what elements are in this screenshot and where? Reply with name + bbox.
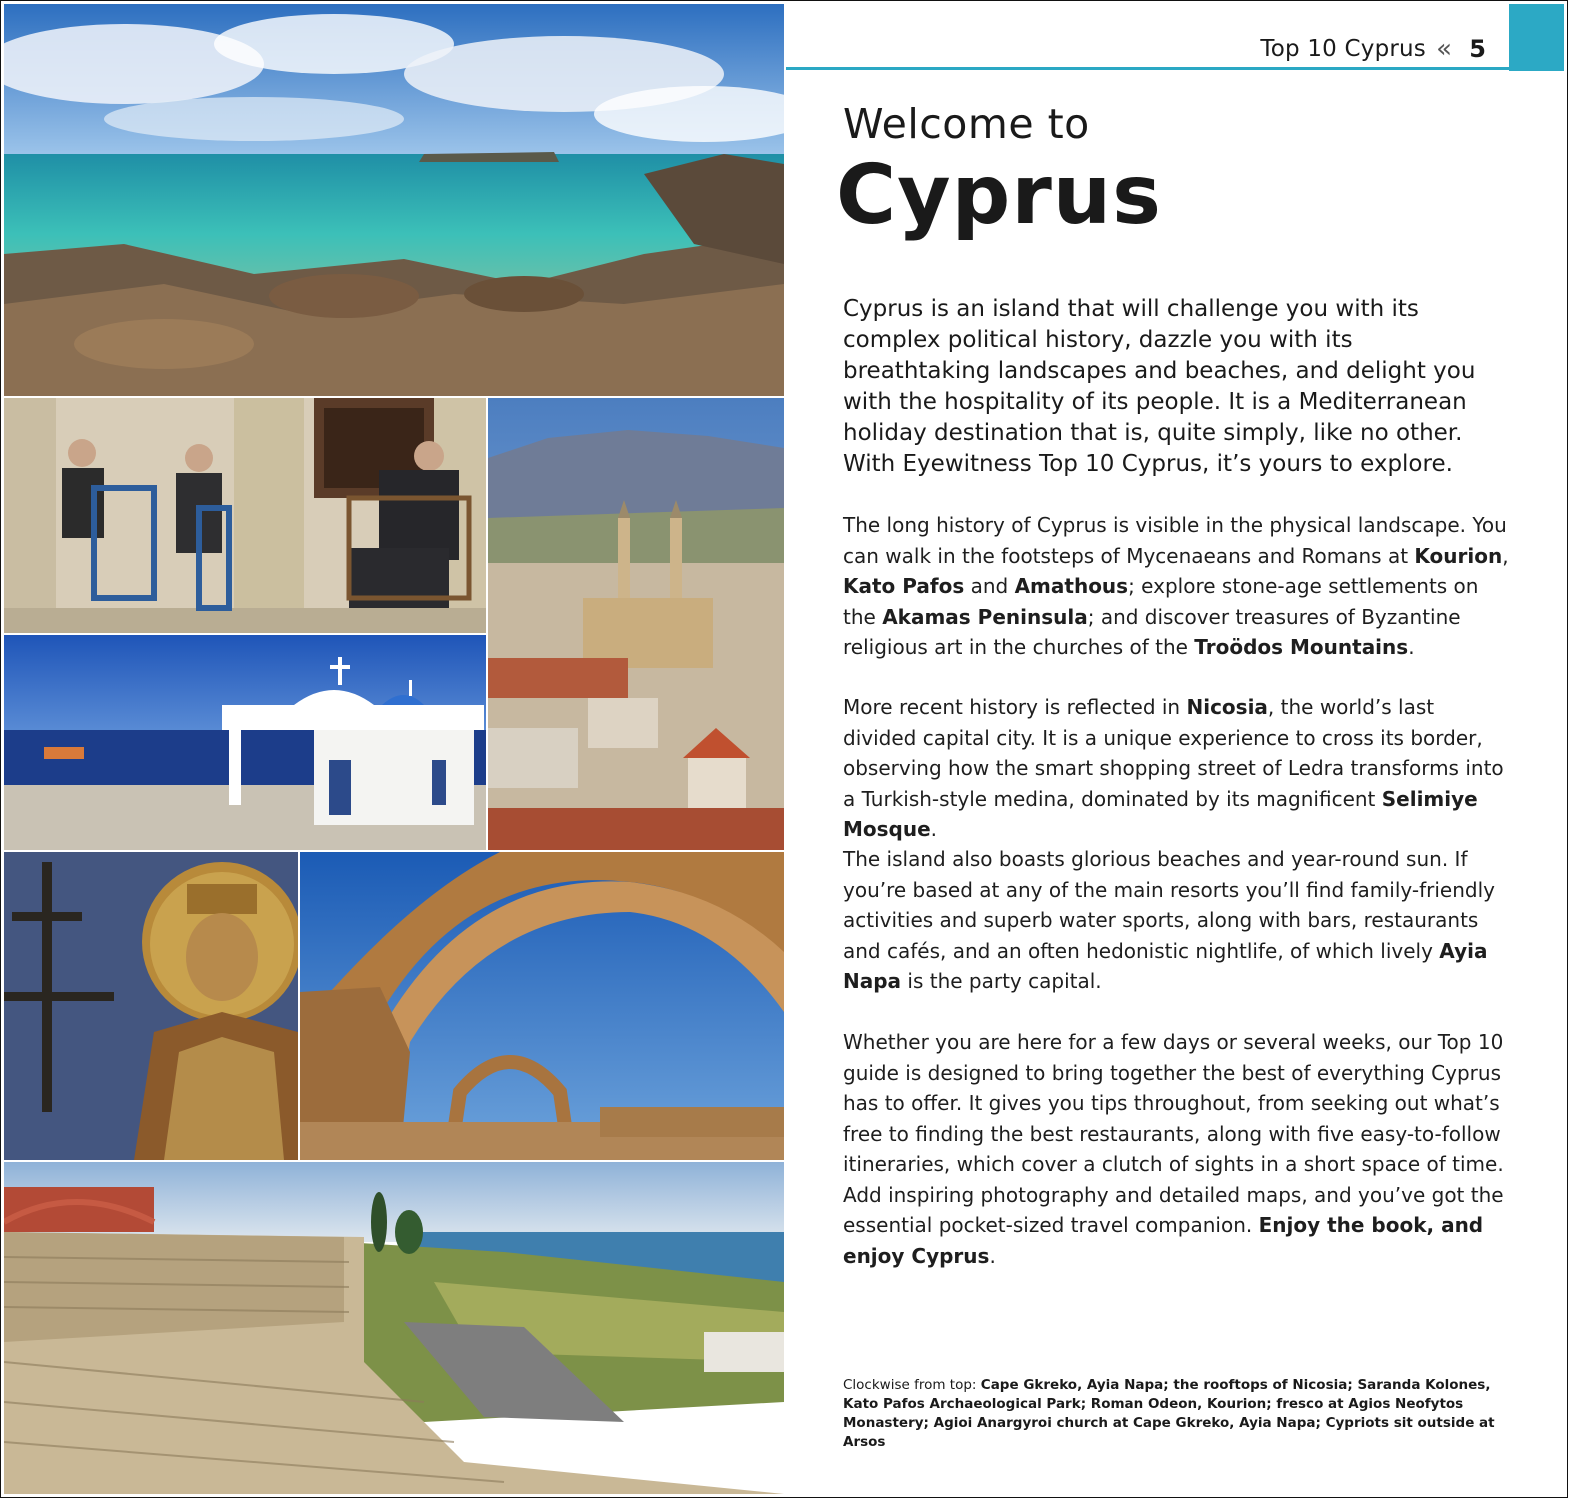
chevron-left-icon: « <box>1436 34 1452 64</box>
body-paragraph-beaches: The island also boasts glorious beaches and year-round sun. If you’re based at any of the main resorts you’ll find family-friendly activities and superb water sports, along with bars, restaurants and cafés, and an often hedonistic nightlife, of which lively Ayia Napa is the party capital. <box>843 847 1495 993</box>
place-akamas-peninsula: Akamas Peninsula <box>882 604 1088 629</box>
page-number: 5 <box>1469 35 1486 63</box>
closing-slogan: Enjoy the book, and enjoy Cyprus <box>843 1213 1484 1268</box>
photo-cape-gkreko-coast <box>4 4 784 396</box>
photo-caption <box>843 1376 1523 1452</box>
place-ayia-napa: Ayia Napa <box>843 938 1488 993</box>
place-amathous: Amathous <box>1014 574 1129 598</box>
body-paragraph-nicosia: More recent history is reflected in Nicosia, the world’s last divided capital city. It is a unique experience to cross its border, observing how the smart shopping street of Ledra transforms into a Turkish-style medina, dominated by its magnificent Selimiye Mosque. <box>843 695 1504 841</box>
page-title-prefix: Welcome to <box>843 100 1090 148</box>
place-selimiye-mosque: Selimiye Mosque <box>843 786 1478 841</box>
place-kato-pafos: Kato Pafos <box>843 574 965 598</box>
place-nicosia: Nicosia <box>1186 695 1268 719</box>
photo-nicosia-rooftops <box>488 398 784 850</box>
caption-text: Cape Gkreko, Ayia Napa; the rooftops of Nicosia; Saranda Kolones, Kato Pafos Archaeological Park; Roman Odeon, Kourion; fresco at Agios Neofytos Monastery; Agioi Anargyroi church at Cape Gkreko, Ayia Napa; Cypriots sit outside at Arsos <box>843 1377 1495 1450</box>
running-head <box>786 4 1564 70</box>
lead-paragraph: Cyprus is an island that will challenge you with its complex political history, dazzle you with its breathtaking landscapes and beaches, and delight you with the hospitality of its people. It is a Mediterranean holiday destination that is, quite simply, like no other. With Eyewitness Top 10 Cyprus, it’s yours to explore. <box>843 296 1476 477</box>
body-paragraph-guide: Whether you are here for a few days or several weeks, our Top 10 guide is designed to bring together the best of everything Cyprus has to offer. It gives you tips throughout, from seeking out what’s free to finding the best restaurants, along with five easy-to-follow itineraries, which cover a clutch of sights in a short space of time. Add inspiring photography and detailed maps, and you’ve got the essential pocket-sized travel companion. Enjoy the book, and enjoy Cyprus. <box>843 1030 1504 1268</box>
running-head-label: Top 10 Cyprus <box>1260 36 1426 62</box>
photo-roman-odeon-kourion <box>4 1162 784 1494</box>
caption-prefix: Clockwise from top: <box>843 1377 981 1393</box>
photo-cypriots-at-arsos <box>4 398 486 633</box>
chapter-tab <box>1509 4 1564 71</box>
page-title: Cyprus <box>836 148 1162 243</box>
body-paragraph-history: The long history of Cyprus is visible in the physical landscape. You can walk in the footsteps of Mycenaeans and Romans at Kourion, Kato Pafos and Amathous; explore stone-age settlements on the Akamas Peninsula; and discover treasures of Byzantine religious art in the churches of the Troödos Mountains. <box>843 513 1509 659</box>
photo-saranda-kolones <box>300 852 784 1160</box>
place-troodos-mountains: Troödos Mountains <box>1194 635 1409 659</box>
photo-fresco-agios-neofytos <box>4 852 298 1160</box>
photo-agioi-anargyroi-church <box>4 635 486 850</box>
place-kourion: Kourion <box>1414 543 1503 568</box>
